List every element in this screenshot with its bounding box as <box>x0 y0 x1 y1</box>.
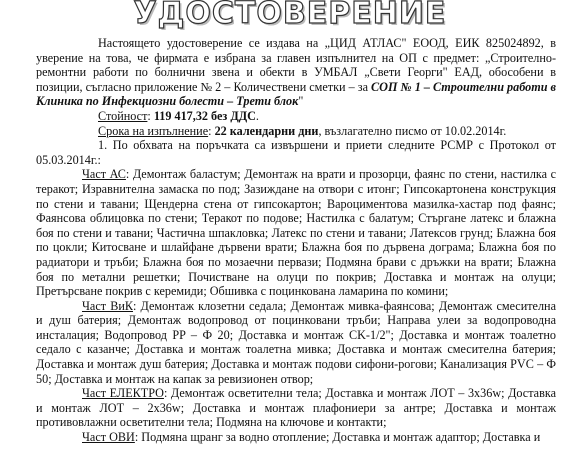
item-1: 1. По обхвата на поръчката са извършени и приети следните РСМР с Протокол от 05.03.2014г.: <box>36 138 556 167</box>
intro-end: " <box>298 94 304 109</box>
section-ovi-text: : Подмяна щранг за водно отопление; Доставка и монтаж адаптор; Доставка и <box>134 430 541 445</box>
term-days: 22 календарни дни <box>214 123 319 138</box>
term-line <box>36 124 556 139</box>
intro-subject: СОП № 1 – Строителни работи в Клиника по Инфекциозни болести – Трети блок <box>36 79 556 109</box>
value-line <box>36 109 556 124</box>
section-electro-label: Част ЕЛЕКТРО <box>82 386 164 401</box>
value-sep: : <box>147 108 154 123</box>
intro-text: Настоящето удостоверение се издава на „ЦИД АТЛАС" ЕООД, ЕИК 825024892, в уверение на това, че фирмата е избрана за главен изпълнител на ОП с предмет: „Строително-ремонтни работи по болнични звена и обекти в УМБАЛ „Свети Георги" ЕАД, обособени в позиции, съгласно приложение № 2 – Количествени сметки – за <box>36 36 556 94</box>
section-as <box>36 167 556 298</box>
section-as-text: : Демонтаж баластум; Демонтаж на врати и прозорци, фаянс по стени, настилка с теракот; Изравнителна замаска по под; Зазиждане на отвори с итонг; Гипсокартонена конструкция по стени и тавани; Щендерна стена от гипсокартон; Вароциментова мазилка-хастар под фаянс; Фаянсова облицовка по стени; Теракот по подове; Настилка с балатум; Стъргане латекс и блажна боя по стени и тавани; Частична шпакловка; Латекс по стени и тавани; Латексов грунд; Блажна боя по цокли; Китосване и шлайфане дървени врати; Блажна боя по дървена дограма; Блажна боя по радиатори и тръби; Блажна боя по мозаечни первази; Подмяна брави с дръжки на врати; Блажна боя по метални решетки; Почистване на олуци по покрив; Доставка и монтаж на олуци; Претърсване покрив с керемиди; Обшивка с поцинкована ламарина по комини; <box>36 167 556 299</box>
document-body <box>36 36 556 445</box>
section-ovi-label: Част ОВИ <box>82 430 135 445</box>
section-vik-text: : Демонтаж клозетни седала; Демонтаж мивка-фаянсова; Демонтаж смесителна и душ батерия; Демонтаж водопровод от поцинковани тръби; Направа улеи за водопроводна инсталация; Водопровод PP – Ф 20; Доставка и монтаж CK-1/2"; Доставка и монтаж тоалетно седало с казанче; Доставка и монтаж тоалетна мивка; Доставка и монтаж смесителна батерия; Доставка и монтаж душ батерия; Доставка и монтаж подови сифони-рогови; Канализация PVC – Ф 50; Доставка и монтаж на капак за ревизионен отвор; <box>36 298 556 386</box>
section-electro <box>36 386 556 430</box>
value-amount: 119 417,32 без ДДС <box>153 108 256 123</box>
value-end: . <box>255 108 259 123</box>
section-electro-text: : Демонтаж осветителни тела; Доставка и монтаж ЛОТ – 3х36w; Доставка и монтаж ЛОТ – 2х36w; Доставка и монтаж плафониери за антре; Доставка и монтаж противовлажни осветителни тела; Подмяна на ключове и контакти; <box>36 386 556 430</box>
section-ovi <box>36 430 556 445</box>
section-vik <box>36 299 556 387</box>
term-label: Срока на изпълнение <box>98 123 209 138</box>
section-as-label: Част АС <box>82 167 126 182</box>
document-title: УДОСТОВЕРЕНИЕ <box>133 0 447 31</box>
value-label: Стойност <box>98 108 148 123</box>
intro-paragraph <box>36 36 556 109</box>
term-sep: : <box>208 123 215 138</box>
section-vik-label: Част ВиК <box>82 298 133 313</box>
term-rest: , възлагателно писмо от 10.02.2014г. <box>318 123 507 138</box>
